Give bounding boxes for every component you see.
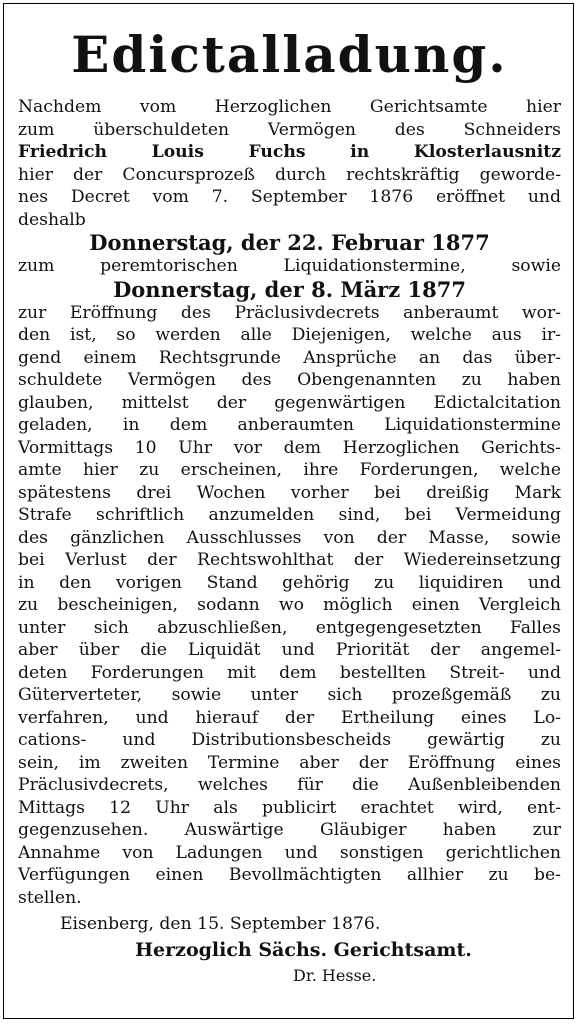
date-line-first-term: Donnerstag, der 22. Februar 1877 (89, 231, 490, 255)
text-line: Nachdem vom Herzoglichen Gerichtsamte hier (18, 97, 561, 117)
text-line: zur Eröffnung des Präclusivdecrets anberaumt wor- (18, 302, 561, 323)
text-line: aber über die Liquidät und Priorität der angemel- (18, 640, 561, 660)
text-line: unter sich abzuschließen, entgegengesetzten Falles (18, 617, 561, 638)
text-line: gegenzusehen. Auswärtige Gläubiger haben zur (18, 820, 561, 840)
text-line: zum peremtorischen Liquidationstermine, sowie (18, 256, 561, 276)
text-line: hier der Concursprozeß durch rechtskräftig geworde- (18, 164, 561, 185)
text-line: schuldete Vermögen des Obengenannten zu haben (18, 370, 561, 390)
text-line: Vormittags 10 Uhr vor dem Herzoglichen Gerichts- (18, 437, 561, 458)
text-line: bei Verlust der Rechtswohlthat der Wiedereinsetzung (18, 550, 561, 570)
issuing-authority: Herzoglich Sächs. Gerichtsamt. (135, 938, 472, 961)
text-line: in den vorigen Stand gehörig zu liquidiren und (18, 572, 561, 593)
text-line: amte hier zu erscheinen, ihre Forderungen, welche (18, 460, 561, 480)
text-line: deshalb (18, 209, 86, 230)
notice-content (18, 24, 561, 988)
text-line: sein, im zweiten Termine aber der Eröffnung eines (18, 752, 561, 773)
text-line-debtor: Friedrich Louis Fuchs in Klosterlausnitz (18, 142, 561, 162)
text-line: geladen, in dem anberaumten Liquidationstermine (18, 415, 561, 435)
text-line: Annahme von Ladungen und sonstigen gerichtlichen (18, 842, 561, 863)
text-line: cations- und Distributionsbescheids gewärtig zu (18, 730, 561, 750)
text-line: zu bescheinigen, sodann wo möglich einen Vergleich (18, 595, 561, 615)
text-line: den ist, so werden alle Diejenigen, welche aus ir- (18, 325, 561, 345)
text-line: deten Forderungen mit dem bestellten Streit- und (18, 662, 561, 683)
text-line: spätestens drei Wochen vorher bei dreißig Mark (18, 482, 561, 503)
text-line: Präclusivdecrets, welches für die Außenbleibenden (18, 775, 561, 795)
notice-title: Edictalladung. (71, 25, 508, 84)
text-line: Mittags 12 Uhr als publicirt erachtet wird, ent- (18, 797, 561, 818)
text-line: Verfügungen einen Bevollmächtigten allhier zu be- (18, 865, 561, 885)
text-line: Strafe schriftlich anzumelden sind, bei Vermeidung (18, 505, 561, 525)
text-line: zum überschuldeten Vermögen des Schneiders (18, 119, 561, 140)
text-line: verfahren, und hierauf der Ertheilung eines Lo- (18, 707, 561, 728)
text-line: nes Decret vom 7. September 1876 eröffnet und (18, 187, 561, 207)
date-line-second-term: Donnerstag, der 8. März 1877 (113, 277, 466, 302)
text-line: Güterverteter, sowie unter sich prozeßgemäß zu (18, 685, 561, 705)
notice-body (18, 96, 561, 988)
text-line: stellen. (18, 887, 82, 908)
text-line: des gänzlichen Ausschlusses von der Masse, sowie (18, 527, 561, 548)
text-line: gend einem Rechtsgrunde Ansprüche an das über- (18, 347, 561, 368)
text-line: glauben, mittelst der gegenwärtigen Edictalcitation (18, 392, 561, 413)
signature: Dr. Hesse. (293, 965, 377, 985)
place-date-line: Eisenberg, den 15. September 1876. (60, 914, 381, 934)
notice-frame (3, 3, 574, 1019)
